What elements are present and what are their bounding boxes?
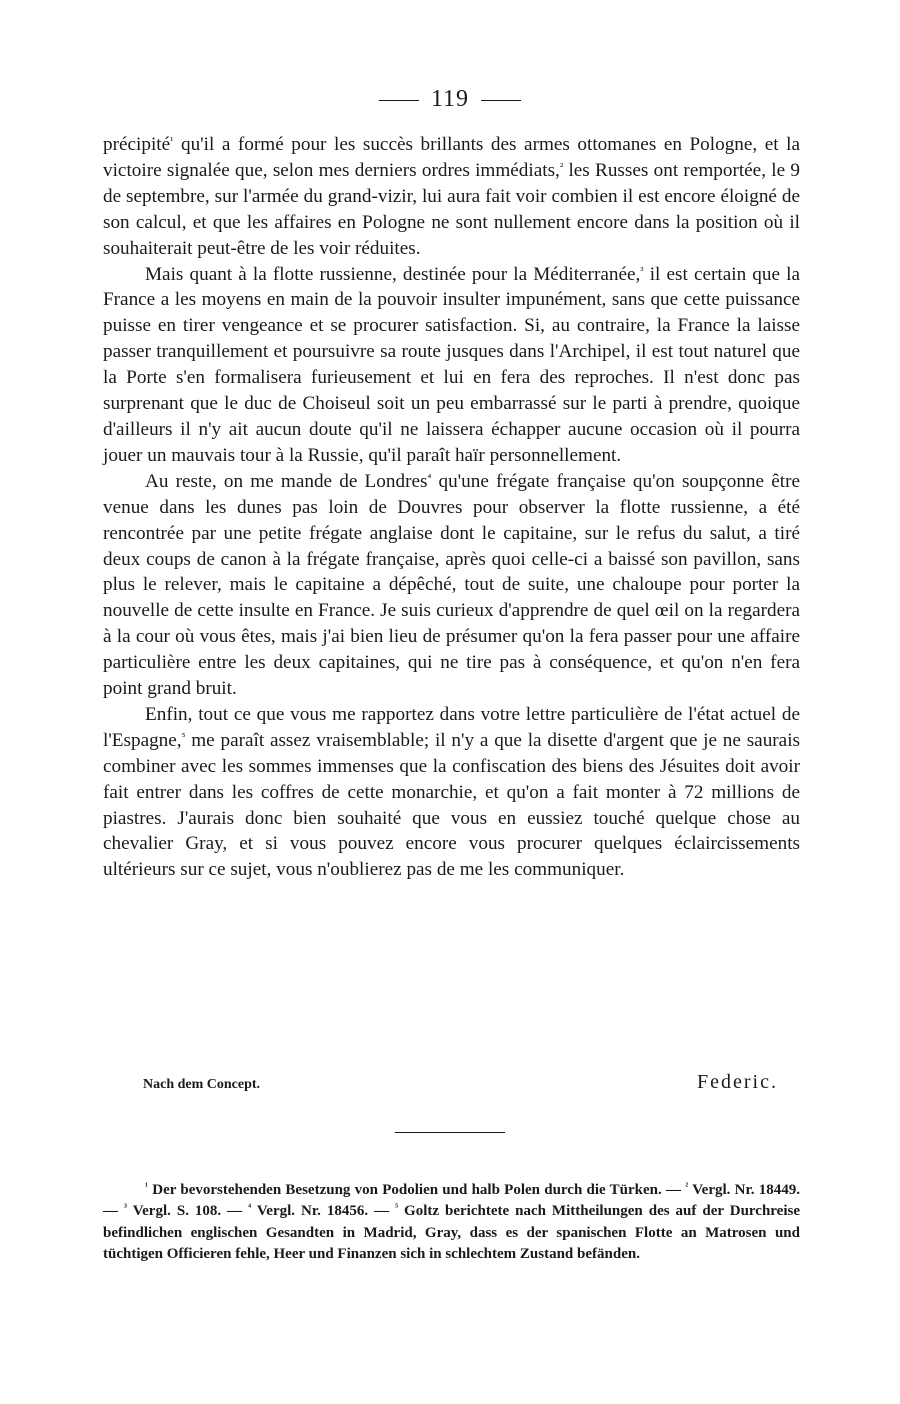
- footnote-text: Der bevorstehenden Besetzung von Podolien und halb Polen durch die Türken. —: [148, 1182, 686, 1198]
- paragraph-text: Au reste, on me mande de Londres: [145, 470, 428, 492]
- paragraph-4: [103, 702, 800, 883]
- signature: Federic.: [697, 1071, 778, 1093]
- paragraph-text: précipité: [103, 134, 171, 155]
- header-rule-left: [379, 100, 419, 101]
- footnote-text: Vergl. S. 108. —: [126, 1203, 249, 1220]
- paragraph-2: [103, 262, 800, 469]
- paragraph-text: me paraît assez vraisemblable; il n'y a que la disette d'argent que je ne saurais combiner avec les sommes immenses que la confiscation des biens des Jésuites doit avoir fait entrer dans les coffres de cette monarchie, et qu'on a fait monter à 72 millions de piastres. J'aurais donc bien souhaité que vous en eussiez touché quelque chose au chevalier Gray, et si vous pouvez encore vous procurer quelques éclaircissements ultérieurs sur ce sujet, vous n'oublierez pas de me les communiquer.: [103, 729, 800, 881]
- signature-block: [103, 1071, 800, 1101]
- paragraph-text: Mais quant à la flotte russienne, destinée pour la Méditerranée,: [145, 263, 641, 285]
- footnotes: [103, 1180, 800, 1265]
- paragraph-text: les Russes ont remportée, le 9 de septembre, sur l'armée du grand-vizir, lui aura fait voir combien il est encore éloigné de son calcul, et que les affaires en Pologne ne sont nullement encore dans la position où il souhaiterait peut-être de les voir réduites.: [103, 159, 801, 259]
- footnote-mark-4: ⁴: [248, 1202, 252, 1214]
- footnote-ref-3: ³: [640, 264, 644, 277]
- footnote-ref-4: ⁴: [427, 471, 432, 484]
- paragraph-text: qu'il a formé pour les succès brillants des armes ottomanes en Pologne, et la victoire signalée que, selon mes derniers ordres immédiats,: [103, 134, 800, 181]
- footnote-ref-2: ²: [559, 160, 564, 173]
- footnote-text: Vergl. Nr. 18456. —: [251, 1203, 396, 1220]
- letter-body: [103, 132, 800, 883]
- page-header: [0, 86, 900, 113]
- footnote-divider: [395, 1132, 505, 1133]
- footnote-text: Goltz berichtete nach Mittheilungen des auf der Durchreise befindlichen englischen Gesandten in Madrid, Gray, dass es der spanischen Flotte an Matrosen und tüchtigen Officieren fehle, Heer und Finanzen sich in schlechtem Zustand befänden.: [103, 1203, 801, 1262]
- paragraph-3: [103, 469, 800, 702]
- footnote-mark-5: ⁵: [395, 1202, 399, 1214]
- page-number: 119: [430, 86, 470, 112]
- footnote-paragraph: [103, 1180, 800, 1265]
- header-rule-right: [481, 100, 521, 101]
- footnote-mark-1: ¹: [145, 1181, 148, 1192]
- footnote-text: Vergl. Nr. 18449. —: [103, 1182, 800, 1220]
- footnote-ref-1: ¹: [170, 135, 174, 147]
- paragraph-text: qu'une frégate française qu'on soupçonne être venue dans les dunes pas loin de Douvres pour observer la flotte russienne, a été rencontrée par une petite frégate anglaise dont le capitaine, sur le refus du salut, a tiré deux coups de canon à la frégate française, après quoi celle-ci a baissé son pavillon, sans plus le relever, mais le capitaine a dépêché, tout de suite, une chaloupe pour porter la nouvelle de cette insulte en France. Je suis curieux d'apprendre de quel œil on la regardera à la cour où vous êtes, mais j'ai bien lieu de présumer qu'on la fera passer pour une affaire particulière entre les deux capitaines, qui ne tire pas à conséquence, et qu'on n'en fera point grand bruit.: [103, 470, 800, 700]
- footnote-mark-3: ³: [123, 1202, 127, 1214]
- source-note: Nach dem Concept.: [143, 1077, 261, 1092]
- paragraph-text: Enfin, tout ce que vous me rapportez dans votre lettre particulière de l'état actuel de l'Espagne,: [103, 703, 800, 751]
- paragraph-text: il est certain que la France a les moyens en main de la pouvoir insulter impunément, sans que cette puissance puisse en tirer vengeance et se procurer satisfaction. Si, au contraire, la France la laisse passer tranquillement et poursuivre sa route jusques dans l'Archipel, il est tout naturel que la Porte s'en formalisera furieusement et lui en fera des reproches. Il n'est donc pas surprenant que le duc de Choiseul soit un peu embarrassé sur le parti à prendre, quoique d'ailleurs il n'y ait aucun doute qu'il ne laissera échapper aucune occasion où il pourra jouer un mauvais tour à la Russie, qu'il paraît haïr personnellement.: [103, 263, 800, 466]
- footnote-ref-5: ⁵: [181, 730, 186, 743]
- footnote-mark-2: ²: [685, 1181, 689, 1192]
- paragraph-1: [103, 132, 800, 262]
